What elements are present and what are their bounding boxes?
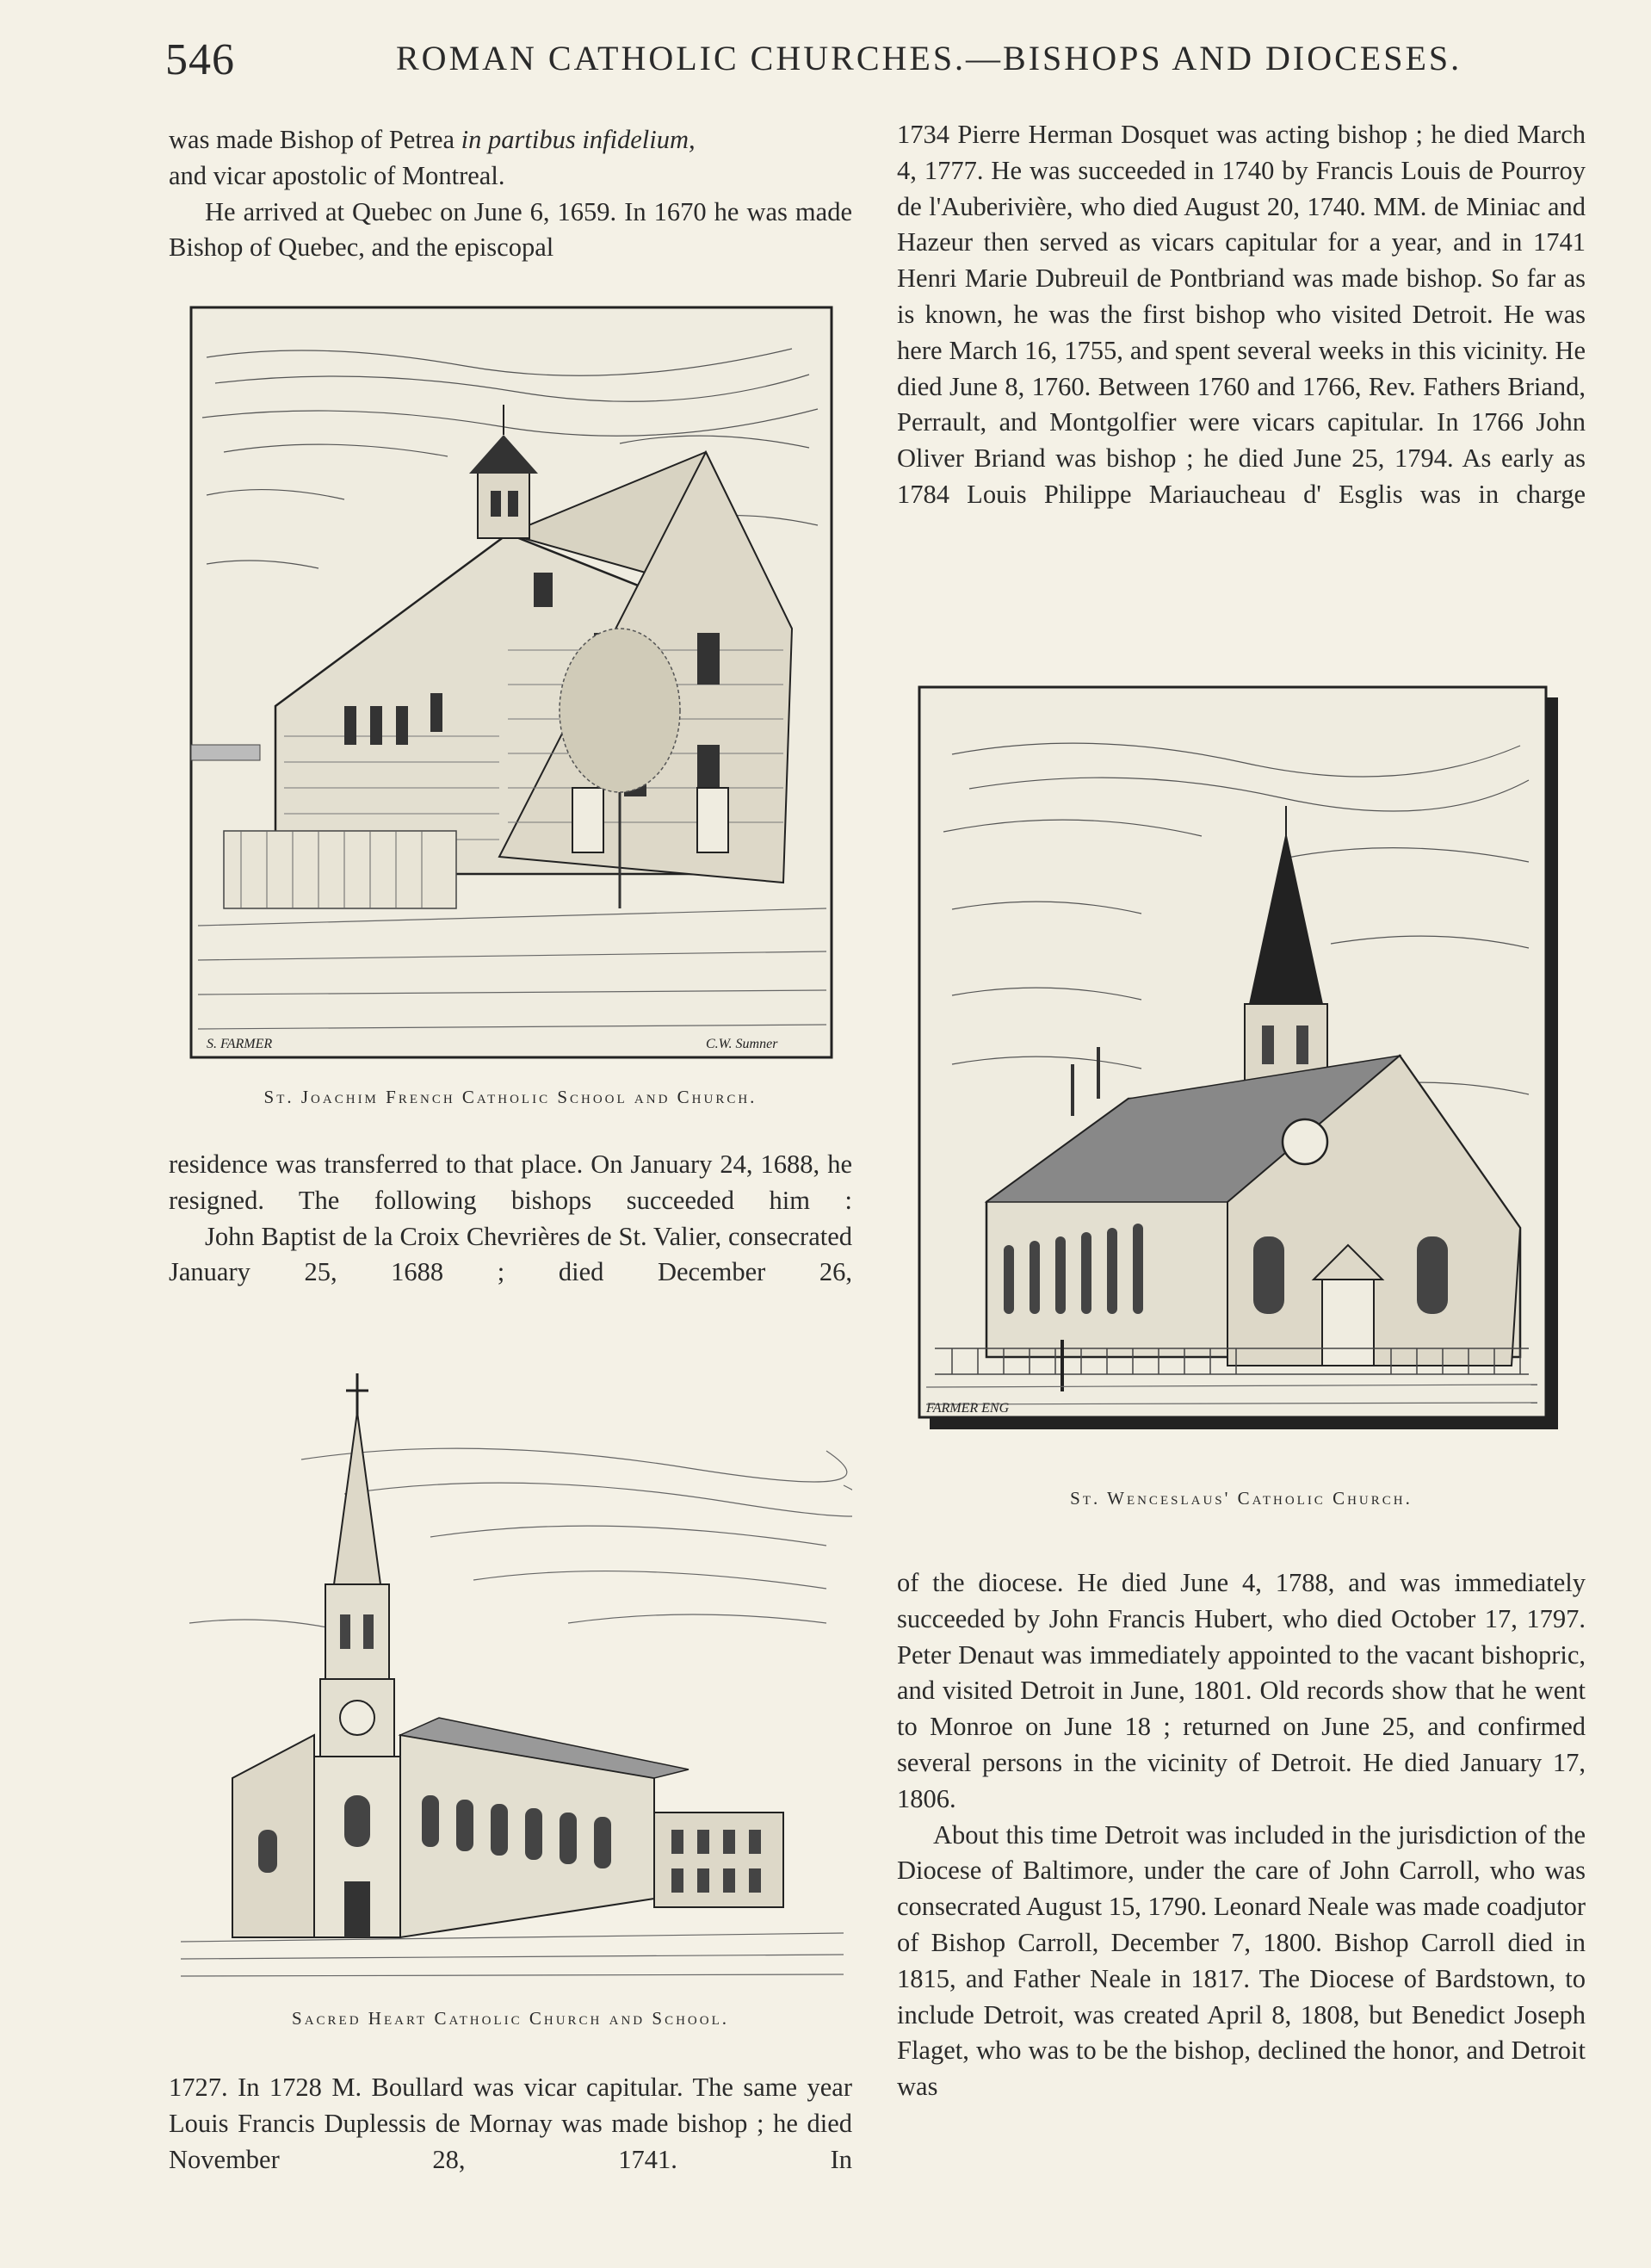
italic-phrase: in partibus infidelium, [461, 125, 696, 154]
engraver-signature: S. FARMER [207, 1037, 273, 1051]
engraver-signature: FARMER ENG [926, 1401, 1010, 1416]
paragraph: He arrived at Quebec on June 6, 1659. In 1670 he was made Bishop of Quebec, and the episcopal [169, 196, 852, 263]
sacred-heart-caption: Sacred Heart Catholic Church and School. [292, 2008, 729, 2029]
page-number: 546 [165, 35, 235, 84]
paragraph: of the diocese. He died June 4, 1788, and was immediately succeeded by John Francis Hubert, who died October 17, 1797. Peter Denaut was immediately appointed to the vacant bishopric, and visited Detroit in June, 1801. Old records show that he went to Monroe on June 18 ; returned on June 25, and confirmed several persons in the vicinity of Detroit. He died January 17, 1806. [897, 1568, 1586, 1813]
paragraph: 1727. In 1728 M. Boullard was vicar capitular. The same year Louis Francis Duplessis de Mornay was made bishop ; he died November 28, 1741. In [169, 2073, 852, 2174]
artist-signature: C.W. Sumner [706, 1037, 778, 1051]
text-run: was made Bishop of Petrea [169, 125, 461, 154]
st-wenceslaus-caption: St. Wenceslaus' Catholic Church. [1070, 1488, 1413, 1509]
sacred-heart-engraving [172, 1365, 852, 1985]
paragraph: John Baptist de la Croix Chevrières de St. Valier, consecrated January 25, 1688 ; died December 26, [169, 1221, 852, 1287]
left-text-block-3 [169, 2070, 852, 2178]
text-run: and vicar apostolic of Montreal. [169, 160, 505, 190]
left-text-block-1 [169, 122, 852, 266]
st-joachim-engraving [189, 306, 833, 1059]
running-head: ROMAN CATHOLIC CHURCHES.—BISHOPS AND DIOCESES. [396, 39, 1462, 77]
paragraph: 1734 Pierre Herman Dosquet was acting bishop ; he died March 4, 1777. He was succeeded in 1740 by Francis Louis de Pourroy de l'Auberivière, who died August 20, 1740. MM. de Miniac and Hazeur then served as vicars capitular for a year, and in 1741 Henri Marie Dubreuil de Pontbriand was made bishop. So far as is known, he was the first bishop who visited Detroit. He was here March 16, 1755, and spent several weeks in this vicinity. He died June 8, 1760. Between 1760 and 1766, Rev. Fathers Briand, Perrault, and Montgolfier were vicars capitular. In 1766 John Oliver Briand was bishop ; he died June 25, 1794. As early as 1784 Louis Philippe Mariaucheau d' Esglis was in charge [897, 120, 1586, 509]
st-wenceslaus-engraving [918, 685, 1563, 1435]
st-joachim-caption: St. Joachim French Catholic School and Church. [263, 1087, 757, 1107]
left-text-block-2 [169, 1147, 852, 1291]
right-text-block-2 [897, 1565, 1586, 2105]
paragraph: About this time Detroit was included in the jurisdiction of the Diocese of Baltimore, under the care of John Carroll, who was consecrated August 15, 1790. Leonard Neale was made coadjutor of Bishop Carroll, December 7, 1800. Bishop Carroll died in 1815, and Father Neale in 1817. The Diocese of Bardstown, to include Detroit, was created April 8, 1808, but Benedict Joseph Flaget, who was to be the bishop, declined the honor, and Detroit was [897, 1819, 1586, 2102]
right-text-block-1 [897, 117, 1586, 513]
paragraph: residence was transferred to that place. On January 24, 1688, he resigned. The following bishops succeeded him : [169, 1149, 852, 1215]
paragraph [169, 122, 852, 195]
